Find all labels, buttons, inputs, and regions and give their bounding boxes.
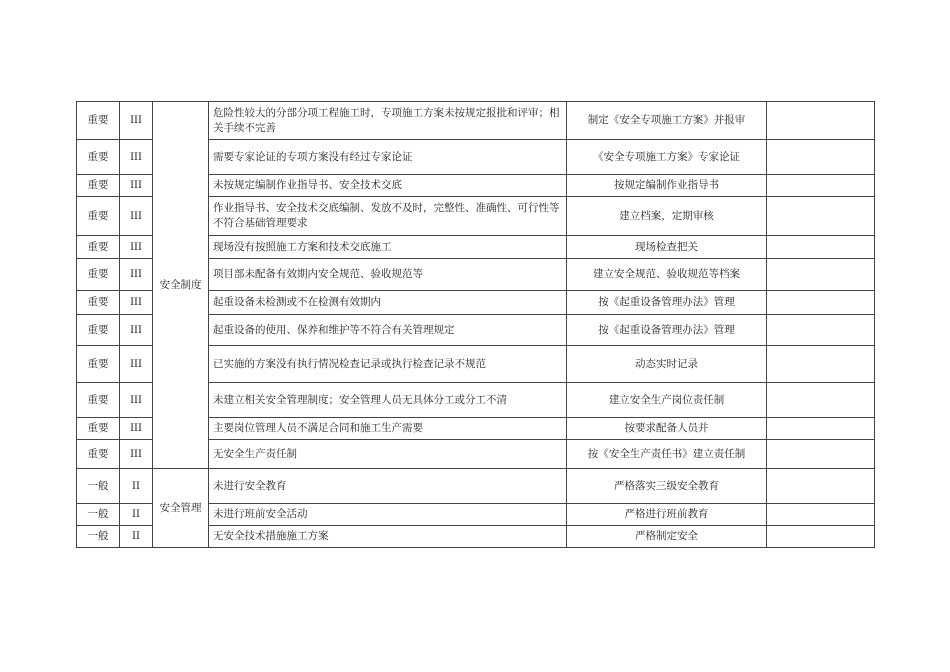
risk-level: 重要 (77, 259, 120, 291)
remark-cell (767, 526, 875, 548)
hazard-description: 未进行班前安全活动 (209, 504, 567, 526)
risk-grade: III (120, 418, 153, 440)
risk-grade: III (120, 346, 153, 383)
remark-cell (767, 469, 875, 504)
remark-cell (767, 383, 875, 418)
hazard-description: 未进行安全教育 (209, 469, 567, 504)
risk-level: 重要 (77, 140, 120, 175)
control-measure: 建立安全规范、验收规范等档案 (567, 259, 767, 291)
remark-cell (767, 504, 875, 526)
risk-level: 重要 (77, 418, 120, 440)
remark-cell (767, 291, 875, 315)
remark-cell (767, 418, 875, 440)
remark-cell (767, 259, 875, 291)
risk-grade: III (120, 315, 153, 346)
risk-level: 一般 (77, 469, 120, 504)
hazard-description: 已实施的方案没有执行情况检查记录或执行检查记录不规范 (209, 346, 567, 383)
control-measure: 按《起重设备管理办法》管理 (567, 291, 767, 315)
risk-level: 重要 (77, 440, 120, 469)
hazard-description: 未按规定编制作业指导书、安全技术交底 (209, 175, 567, 197)
control-measure: 严格制定安全 (567, 526, 767, 548)
remark-cell (767, 175, 875, 197)
risk-grade: III (120, 140, 153, 175)
risk-grade: II (120, 504, 153, 526)
risk-grade: III (120, 440, 153, 469)
control-measure: 动态实时记录 (567, 346, 767, 383)
risk-grade: II (120, 526, 153, 548)
risk-grade: III (120, 102, 153, 140)
risk-level: 重要 (77, 175, 120, 197)
remark-cell (767, 315, 875, 346)
risk-grade: III (120, 197, 153, 236)
remark-cell (767, 197, 875, 236)
risk-level: 重要 (77, 236, 120, 259)
hazard-description: 现场没有按照施工方案和技术交底施工 (209, 236, 567, 259)
table-row (77, 469, 875, 504)
risk-level: 一般 (77, 526, 120, 548)
remark-cell (767, 440, 875, 469)
risk-table (76, 101, 875, 548)
risk-level: 重要 (77, 383, 120, 418)
control-measure: 现场检查把关 (567, 236, 767, 259)
control-measure: 严格进行班前教育 (567, 504, 767, 526)
hazard-description: 无安全生产责任制 (209, 440, 567, 469)
risk-level: 重要 (77, 197, 120, 236)
risk-level: 一般 (77, 504, 120, 526)
risk-grade: III (120, 175, 153, 197)
control-measure: 严格落实三级安全教育 (567, 469, 767, 504)
control-measure: 建立档案，定期审核 (567, 197, 767, 236)
risk-grade: III (120, 259, 153, 291)
control-measure: 按要求配备人员并 (567, 418, 767, 440)
hazard-description: 无安全技术措施施工方案 (209, 526, 567, 548)
hazard-description: 起重设备未检测或不在检测有效期内 (209, 291, 567, 315)
hazard-description: 起重设备的使用、保养和维护等不符合有关管理规定 (209, 315, 567, 346)
risk-grade: III (120, 291, 153, 315)
hazard-description: 主要岗位管理人员不满足合同和施工生产需要 (209, 418, 567, 440)
risk-grade: II (120, 469, 153, 504)
risk-level: 重要 (77, 315, 120, 346)
remark-cell (767, 102, 875, 140)
category-safety-system: 安全制度 (153, 102, 209, 469)
control-measure: 建立安全生产岗位责任制 (567, 383, 767, 418)
remark-cell (767, 140, 875, 175)
remark-cell (767, 236, 875, 259)
control-measure: 按《起重设备管理办法》管理 (567, 315, 767, 346)
hazard-description: 危险性较大的分部分项工程施工时，专项施工方案未按规定报批和评审；相关手续不完善 (209, 102, 567, 140)
table-row (77, 102, 875, 140)
risk-level: 重要 (77, 102, 120, 140)
risk-level: 重要 (77, 346, 120, 383)
category-safety-management: 安全管理 (153, 469, 209, 548)
control-measure: 按规定编制作业指导书 (567, 175, 767, 197)
control-measure: 《安全专项施工方案》专家论证 (567, 140, 767, 175)
hazard-description: 作业指导书、安全技术交底编制、发放不及时，完整性、准确性、可行性等不符合基础管理要求 (209, 197, 567, 236)
control-measure: 制定《安全专项施工方案》并报审 (567, 102, 767, 140)
hazard-description: 未建立相关安全管理制度；安全管理人员无具体分工或分工不清 (209, 383, 567, 418)
hazard-description: 需要专家论证的专项方案没有经过专家论证 (209, 140, 567, 175)
risk-grade: III (120, 383, 153, 418)
remark-cell (767, 346, 875, 383)
control-measure: 按《安全生产责任书》建立责任制 (567, 440, 767, 469)
risk-level: 重要 (77, 291, 120, 315)
hazard-description: 项目部未配备有效期内安全规范、验收规范等 (209, 259, 567, 291)
risk-grade: III (120, 236, 153, 259)
